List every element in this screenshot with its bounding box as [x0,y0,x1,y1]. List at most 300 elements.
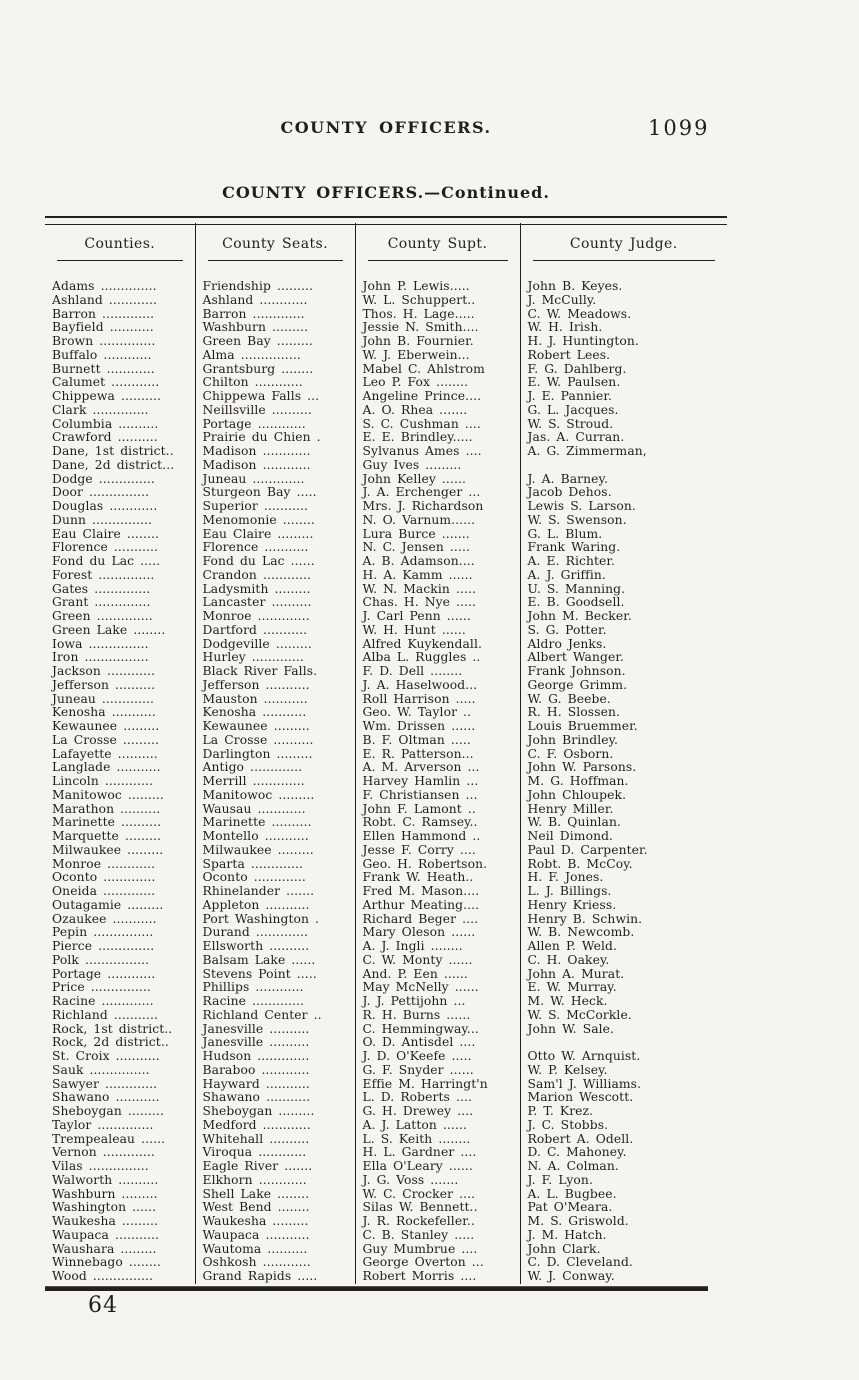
cell-judge: John Clark. [527,1242,601,1256]
cell-seat: Waupaca ........... [195,1229,355,1243]
cell-supt: And. P. Een ...... [355,968,520,982]
table-row [45,1119,727,1133]
cell-supt: Frank W. Heath.. [355,871,520,885]
cell-county: Sauk ............... [45,1064,195,1078]
cell-seat: Oconto ............. [195,871,355,885]
table-body [45,280,727,1284]
cell-county: St. Croix ........... [45,1050,195,1064]
cell-supt: S. C. Cushman .... [355,418,520,432]
cell-judge: J. M. Hatch. [527,1228,607,1242]
cell-seat: Ashland ............ [195,294,355,308]
cell-supt: N. C. Jensen ..... [355,541,520,555]
cell-seat: Dartford ........... [195,624,355,638]
cell-seat: Friendship ......... [195,280,355,294]
cell-county: Dane, 1st district.. [45,445,195,459]
cell-county: Shawano ........... [45,1091,195,1105]
cell-judge: M. W. Heck. [527,995,608,1008]
cell-supt: John B. Fournier. [355,335,520,349]
column-header-county: Counties. [45,223,195,280]
cell-seat: Eagle River ....... [195,1160,355,1174]
cell-seat: Grand Rapids ..... [195,1270,355,1284]
cell-supt: Arthur Meating.... [355,899,520,913]
cell-seat: Green Bay ......... [195,335,355,349]
cell-judge: C. W. Meadows. [527,307,632,321]
table-row [45,858,727,872]
cell-supt: A. J. Ingli ........ [355,940,520,954]
cell-supt: F. Christiansen ... [355,789,520,803]
cell-county: Adams .............. [45,280,195,294]
cell-seat: Wautoma .......... [195,1243,355,1257]
cell-seat: Barron ............. [195,308,355,322]
cell-judge: John W. Parsons. [527,761,637,775]
cell-supt: W. J. Eberwein... [355,349,520,363]
cell-county: Wood ............... [45,1270,195,1284]
table-row [45,280,727,294]
cell-county: La Crosse ......... [45,734,195,748]
cell-supt: John P. Lewis..... [355,280,520,294]
cell-seat: Dodgeville ......... [195,638,355,652]
table-row [45,830,727,844]
table-row [45,473,727,487]
cell-county: Eau Claire ........ [45,528,195,542]
cell-supt: H. L. Gardner .... [355,1146,520,1160]
cell-seat: Hayward ........... [195,1078,355,1092]
table-row [45,940,727,954]
table-row [45,1064,727,1078]
cell-county: Washburn ......... [45,1188,195,1202]
cell-supt: Effie M. Harringt'n [355,1078,520,1092]
cell-county: Pierce .............. [45,940,195,954]
cell-supt: C. B. Stanley ..... [355,1229,520,1243]
table-row [45,390,727,404]
cell-seat: Wausau ............ [195,803,355,817]
cell-judge: W. B. Quinlan. [527,816,622,830]
cell-judge: L. J. Billings. [527,885,612,898]
cell-county: Green Lake ........ [45,624,195,638]
cell-supt: Guy Mumbrue .... [355,1243,520,1257]
cell-judge: J. F. Lyon. [527,1173,593,1187]
cell-seat: Manitowoc ......... [195,789,355,803]
cell-county: Chippewa .......... [45,390,195,404]
cell-judge: John A. Murat. [527,967,625,981]
cell-supt: Robert Morris .... [355,1270,520,1284]
cell-seat: Antigo ............. [195,761,355,775]
cell-supt: J. J. Pettijohn ... [355,995,520,1009]
table-row [45,899,727,913]
table-row [45,335,727,349]
cell-county: Portage ............ [45,968,195,982]
table-row [45,1188,727,1202]
cell-judge: A. J. Griffin. [527,568,606,582]
table-row [45,1023,727,1037]
cell-seat: Ladysmith ......... [195,583,355,597]
cell-seat: Jefferson ........... [195,679,355,693]
cell-judge: W. B. Newcomb. [527,926,635,940]
cell-supt: Angeline Prince.... [355,390,520,404]
cell-county: Sheboygan ......... [45,1105,195,1119]
cell-supt: Robt. C. Ramsey.. [355,816,520,830]
column-header-judge: County Judge. [520,223,727,280]
cell-county: Ashland ............ [45,294,195,308]
cell-seat: Ellsworth .......... [195,940,355,954]
cell-supt: E. E. Brindley..... [355,431,520,445]
cell-seat: Elkhorn ............ [195,1174,355,1188]
cell-supt: A. B. Adamson.... [355,555,520,569]
cell-supt: Wm. Drissen ...... [355,720,520,734]
table-row [45,1091,727,1105]
cell-judge: W. S. Swenson. [527,513,627,527]
cell-supt: W. L. Schuppert.. [355,294,520,308]
table-row [45,693,727,707]
cell-seat: Neillsville .......... [195,404,355,418]
cell-county: Green .............. [45,610,195,624]
table-row [45,885,727,899]
cell-county: Pepin ............... [45,926,195,940]
cell-supt: J. A. Erchenger ... [355,486,520,500]
cell-county: Richland ........... [45,1009,195,1023]
cell-seat: Medford ............ [195,1119,355,1133]
cell-judge: A. L. Bugbee. [527,1187,617,1201]
cell-supt: G. H. Drewey .... [355,1105,520,1119]
table-row [45,775,727,789]
table-row [45,981,727,995]
cell-judge: Henry Kriess. [527,898,617,912]
cell-county: Brown .............. [45,335,195,349]
cell-county: Marquette ......... [45,830,195,844]
table-row [45,1133,727,1147]
cell-county: Jefferson .......... [45,679,195,693]
table-row [45,1160,727,1174]
cell-judge: Marion Wescott. [527,1091,634,1105]
cell-supt: A. J. Latton ...... [355,1119,520,1133]
cell-supt: W. N. Mackin ..... [355,583,520,597]
cell-supt: Chas. H. Nye ..... [355,596,520,610]
cell-county: Dunn ............... [45,514,195,528]
cell-county: Ozaukee ........... [45,913,195,927]
cell-seat: Appleton ........... [195,899,355,913]
cell-seat: Milwaukee ......... [195,844,355,858]
cell-seat: Portage ............ [195,418,355,432]
cell-county: Barron ............. [45,308,195,322]
cell-county: Marathon .......... [45,803,195,817]
cell-seat: Monroe ............. [195,610,355,624]
cell-supt: Ellen Hammond .. [355,830,520,844]
table-row [45,1050,727,1064]
cell-seat: Chippewa Falls ... [195,390,355,404]
cell-judge: D. C. Mahoney. [527,1146,627,1160]
cell-judge: Paul D. Carpenter. [527,843,648,857]
cell-county: Gates .............. [45,583,195,597]
cell-supt: Jesse F. Corry .... [355,844,520,858]
cell-supt: L. D. Roberts .... [355,1091,520,1105]
cell-judge: John B. Keyes. [527,280,623,293]
table-row [45,404,727,418]
table-row [45,871,727,885]
cell-supt: R. H. Burns ...... [355,1009,520,1023]
cell-judge: J. A. Barney. [527,472,608,486]
cell-seat: Crandon ............ [195,569,355,583]
cell-seat: Washburn ......... [195,321,355,335]
cell-supt: Leo P. Fox ........ [355,376,520,390]
table-row [45,706,727,720]
cell-seat: Hudson ............. [195,1050,355,1064]
cell-county: Douglas ............ [45,500,195,514]
table-row [45,624,727,638]
table-row [45,1243,727,1257]
cell-county: Grant .............. [45,596,195,610]
cell-county: Juneau ............. [45,693,195,707]
running-head: COUNTY OFFICERS. [280,118,492,137]
cell-judge: Allen P. Weld. [527,940,617,953]
cell-judge: W. S. McCorkle. [527,1008,632,1022]
table-row [45,995,727,1009]
cell-supt: John F. Lamont .. [355,803,520,817]
cell-supt: Lura Burce ....... [355,528,520,542]
cell-seat: Chilton ............ [195,376,355,390]
cell-county: Kewaunee ......... [45,720,195,734]
cell-county: Rock, 1st district.. [45,1023,195,1037]
cell-judge: S. G. Potter. [527,623,607,637]
table-bottom-rule [45,1286,708,1291]
cell-supt: Jessie N. Smith.... [355,321,520,335]
cell-judge: Aldro Jenks. [527,637,607,651]
cell-supt: Richard Beger .... [355,913,520,927]
cell-judge: John M. Becker. [527,610,632,623]
cell-seat: Prairie du Chien . [195,431,355,445]
cell-county: Vilas ............... [45,1160,195,1174]
cell-supt: Ella O'Leary ...... [355,1160,520,1174]
cell-seat: Black River Falls. [195,665,355,679]
cell-supt: W. C. Crocker .... [355,1188,520,1202]
cell-supt: Alba L. Ruggles .. [355,651,520,665]
cell-supt: N. O. Varnum...... [355,514,520,528]
cell-supt: Sylvanus Ames .... [355,445,520,459]
table-row [45,734,727,748]
table-row [45,321,727,335]
table-row [45,363,727,377]
cell-supt: Silas W. Bennett.. [355,1201,520,1215]
cell-supt: Mrs. J. Richardson [355,500,520,514]
cell-seat: Menomonie ........ [195,514,355,528]
cell-county: Taylor .............. [45,1119,195,1133]
cell-judge: John W. Sale. [527,1022,615,1036]
table-row [45,349,727,363]
table-row [45,431,727,445]
table-header-row [45,223,727,280]
table-row [45,1215,727,1229]
cell-judge: Henry B. Schwin. [527,912,643,926]
cell-county: Fond du Lac ..... [45,555,195,569]
cell-judge: Frank Johnson. [527,665,626,678]
cell-judge: U. S. Manning. [527,582,626,596]
cell-judge: John Chloupek. [527,788,627,802]
cell-seat: Kenosha ........... [195,706,355,720]
cell-seat: Eau Claire ......... [195,528,355,542]
county-officers-table [45,223,727,1284]
cell-county: Florence ........... [45,541,195,555]
cell-county: Rock, 2d district.. [45,1036,195,1050]
cell-county: Washington ...... [45,1201,195,1215]
cell-county: Oneida ............. [45,885,195,899]
cell-judge: Robt. B. McCoy. [527,857,633,871]
cell-county: Trempealeau ...... [45,1133,195,1147]
cell-seat: Shell Lake ........ [195,1188,355,1202]
table-row [45,954,727,968]
cell-judge: A. G. Zimmerman, [527,445,647,458]
cell-judge: F. G. Dahlberg. [527,362,627,376]
cell-seat: Racine ............. [195,995,355,1009]
table-row [45,596,727,610]
cell-seat: Baraboo ............ [195,1064,355,1078]
cell-supt: B. F. Oltman ..... [355,734,520,748]
table-row [45,679,727,693]
cell-seat: Viroqua ............ [195,1146,355,1160]
cell-judge: Sam'l J. Williams. [527,1077,642,1091]
cell-supt: F. D. Dell ........ [355,665,520,679]
table-row [45,486,727,500]
cell-county: Winnebago ........ [45,1256,195,1270]
cell-judge: J. E. Pannier. [527,390,613,403]
cell-supt: May McNelly ...... [355,981,520,995]
cell-seat: Richland Center .. [195,1009,355,1023]
cell-seat: Sheboygan ......... [195,1105,355,1119]
cell-judge: A. E. Richter. [527,555,616,568]
table-row [45,376,727,390]
table-row [45,1270,727,1284]
cell-seat: Rhinelander ....... [195,885,355,899]
cell-judge: H. J. Huntington. [527,335,639,348]
cell-supt: J. A. Haselwood... [355,679,520,693]
cell-seat: Lancaster .......... [195,596,355,610]
cell-seat: Kewaunee ......... [195,720,355,734]
cell-seat: Balsam Lake ...... [195,954,355,968]
table-row [45,926,727,940]
cell-county: Lincoln ............ [45,775,195,789]
table-row [45,913,727,927]
cell-supt: J. Carl Penn ...... [355,610,520,624]
cell-county: Clark .............. [45,404,195,418]
table-row [45,665,727,679]
cell-judge: M. G. Hoffman. [527,775,629,788]
cell-county: Racine ............. [45,995,195,1009]
cell-county: Milwaukee ......... [45,844,195,858]
table-row [45,1174,727,1188]
cell-seat: Madison ............ [195,445,355,459]
cell-seat: Sturgeon Bay ..... [195,486,355,500]
cell-judge: P. T. Krez. [527,1105,594,1118]
cell-supt: G. F. Snyder ...... [355,1064,520,1078]
cell-judge: W. J. Conway. [527,1270,615,1283]
cell-seat: Fond du Lac ...... [195,555,355,569]
cell-judge: E. W. Murray. [527,981,617,995]
cell-county: Dane, 2d district... [45,459,195,473]
table-row [45,308,727,322]
cell-seat: Darlington ......... [195,748,355,762]
table-row [45,1078,727,1092]
cell-judge: Robert Lees. [527,348,611,362]
cell-supt: Fred M. Mason.... [355,885,520,899]
table-row [45,445,727,459]
cell-county: Forest .............. [45,569,195,583]
cell-supt: Alfred Kuykendall. [355,638,520,652]
cell-county: Waushara ......... [45,1243,195,1257]
table-row [45,555,727,569]
cell-seat: Mauston ........... [195,693,355,707]
table-title: COUNTY OFFICERS.—Continued. [222,183,550,202]
cell-judge: C. D. Cleveland. [527,1256,633,1270]
cell-supt: C. Hemmingway... [355,1023,520,1037]
cell-seat: Whitehall .......... [195,1133,355,1147]
cell-seat: Stevens Point ..... [195,968,355,982]
cell-seat: Phillips ............ [195,981,355,995]
cell-judge: C. F. Osborn. [527,747,614,761]
cell-seat: Merrill ............. [195,775,355,789]
cell-supt: Guy Ives ......... [355,459,520,473]
cell-county: Vernon ............. [45,1146,195,1160]
cell-seat: Janesville .......... [195,1023,355,1037]
cell-judge: H. F. Jones. [527,871,604,885]
cell-seat: La Crosse .......... [195,734,355,748]
cell-seat: Alma ............... [195,349,355,363]
cell-seat: Superior ........... [195,500,355,514]
cell-county: Jackson ............ [45,665,195,679]
cell-seat: Madison ............ [195,459,355,473]
cell-seat: Janesville .......... [195,1036,355,1050]
cell-county: Walworth .......... [45,1174,195,1188]
cell-judge: Lewis S. Larson. [527,500,636,513]
cell-supt: C. W. Monty ...... [355,954,520,968]
cell-judge: Pat O'Meara. [527,1201,613,1215]
cell-supt: A. M. Arverson ... [355,761,520,775]
cell-supt: J. D. O'Keefe ..... [355,1050,520,1064]
table-row [45,1146,727,1160]
table-row [45,761,727,775]
cell-judge: E. W. Paulsen. [527,376,621,390]
table-row [45,1229,727,1243]
cell-county: Sawyer ............. [45,1078,195,1092]
cell-county: Outagamie ......... [45,899,195,913]
cell-judge: John Brindley. [527,733,619,747]
cell-judge: J. C. Stobbs. [527,1118,609,1132]
cell-seat: Grantsburg ........ [195,363,355,377]
cell-county: Columbia .......... [45,418,195,432]
cell-judge: Otto W. Arnquist. [527,1050,641,1063]
table-row [45,569,727,583]
cell-supt: George Overton ... [355,1256,520,1270]
cell-supt: J. G. Voss ....... [355,1174,520,1188]
table-row [45,294,727,308]
table-row [45,720,727,734]
table-row [45,514,727,528]
cell-judge: J. McCully. [527,293,597,307]
cell-supt: O. D. Antisdel .... [355,1036,520,1050]
table-row [45,844,727,858]
table-header [45,223,727,280]
cell-judge: Neil Dimond. [527,830,614,843]
cell-seat: Port Washington . [195,913,355,927]
cell-judge: G. L. Blum. [527,527,603,541]
cell-judge: Louis Bruemmer. [527,720,638,733]
table-row [45,789,727,803]
cell-seat: Oshkosh ............ [195,1256,355,1270]
cell-county: Manitowoc ......... [45,789,195,803]
cell-county: Waupaca ........... [45,1229,195,1243]
cell-supt: Mary Oleson ...... [355,926,520,940]
cell-judge: Jacob Dehos. [527,486,612,500]
cell-supt: Harvey Hamlin ... [355,775,520,789]
cell-judge: Frank Waring. [527,541,621,555]
cell-seat: Montello ........... [195,830,355,844]
